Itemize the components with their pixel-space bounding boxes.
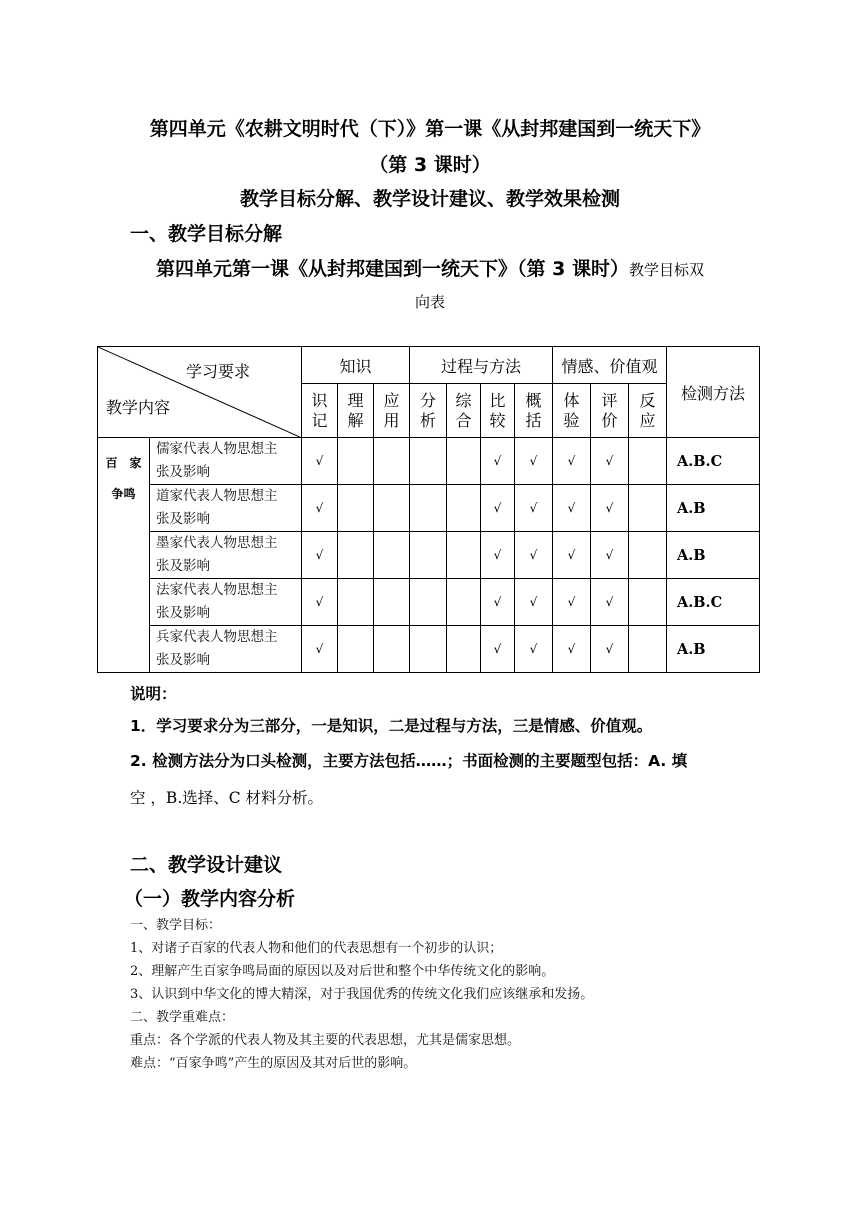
mark-cell: √ [591,626,629,673]
subheader-react: 反 应 [629,384,667,438]
objectives-table [97,346,760,673]
method-cell: A.B [667,626,760,673]
corner-label-requirements: 学习要求 [186,362,251,381]
mark-cell [410,438,447,485]
mark-cell: √ [515,438,553,485]
mark-cell [374,532,410,579]
mark-cell [629,626,667,673]
subheader-summarize: 概 括 [515,384,553,438]
mark-cell: √ [302,579,338,626]
note-item-2-cont: 空 ，B.选择、C 材料分析。 [130,789,324,807]
mark-cell: √ [302,626,338,673]
mark-cell [447,626,481,673]
method-cell: A.B.C [667,438,760,485]
method-cell: A.B [667,532,760,579]
method-cell: A.B [667,485,760,532]
group-header-process: 过程与方法 [410,347,553,384]
mark-cell: √ [515,626,553,673]
table-row [98,438,760,485]
body-line: 3、认识到中华文化的博大精深，对于我国优秀的传统文化我们应该继承和发扬。 [130,987,594,1002]
mark-cell: √ [553,438,591,485]
table-row [98,579,760,626]
body-line: 二、教学重难点： [130,1010,235,1025]
mark-cell: √ [515,579,553,626]
table-title [0,254,860,281]
subheader-compare: 比 较 [481,384,515,438]
mark-cell: √ [553,626,591,673]
mark-cell [374,485,410,532]
mark-cell [447,438,481,485]
header-row-top [98,347,760,384]
topic-cell: 儒家代表人物思想主 张及影响 [150,438,302,485]
mark-cell [374,438,410,485]
notes-label: 说明： [130,685,177,703]
subheader-synthesize: 综 合 [447,384,481,438]
mark-cell [447,532,481,579]
body-line: 重点：各个学派的代表人物及其主要的代表思想，尤其是儒家思想。 [130,1033,521,1048]
mark-cell: √ [481,532,515,579]
mark-cell: √ [553,579,591,626]
mark-cell: √ [515,485,553,532]
table-row [98,485,760,532]
table-title-tail: 教学目标双 [628,261,704,279]
topic-cell: 墨家代表人物思想主 张及影响 [150,532,302,579]
mark-cell [338,438,374,485]
mark-cell [338,626,374,673]
topic-cell: 法家代表人物思想主 张及影响 [150,579,302,626]
mark-cell [410,579,447,626]
mark-cell: √ [302,485,338,532]
body-line: 1、对诸子百家的代表人物和他们的代表思想有一个初步的认识； [130,941,503,956]
body-line: 一、教学目标： [130,918,222,933]
table-title-main: 第四单元第一课《从封邦建国到一统天下》（第 3 课时） [156,258,629,280]
method-cell: A.B.C [667,579,760,626]
mark-cell: √ [481,485,515,532]
mark-cell: √ [302,532,338,579]
table-title-line2: 向表 [414,293,445,311]
mark-cell [629,532,667,579]
mark-cell: √ [553,532,591,579]
corner-cell [98,347,302,438]
body-line: 难点：“百家争鸣”产生的原因及其对后世的影响。 [130,1056,417,1071]
mark-cell [629,438,667,485]
mark-cell: √ [515,532,553,579]
document-subtitle: 教学目标分解、教学设计建议、教学效果检测 [239,188,620,210]
subheader-understand: 理 解 [338,384,374,438]
mark-cell [374,579,410,626]
note-item-1: 1．学习要求分为三部分，一是知识，二是过程与方法，三是情感、价值观。 [130,717,653,735]
mark-cell: √ [591,485,629,532]
subheader-evaluate: 评 价 [591,384,629,438]
mark-cell [629,485,667,532]
subheader-apply: 应 用 [374,384,410,438]
mark-cell: √ [481,579,515,626]
mark-cell [410,485,447,532]
mark-cell: √ [481,438,515,485]
corner-label-content: 教学内容 [106,398,171,417]
mark-cell [338,579,374,626]
subheader-analyze: 分 析 [410,384,447,438]
section-heading-2: 二、教学设计建议 [130,854,283,876]
note-item-2: 2. 检测方法分为口头检测，主要方法包括……；书面检测的主要题型包括：A. 填 [130,752,688,770]
group-header-emotion: 情感、价值观 [553,347,667,384]
subheader-experience: 体 验 [553,384,591,438]
section-heading-1: 一、教学目标分解 [130,223,283,245]
subsection-heading: （一）教学内容分析 [124,888,296,910]
mark-cell: √ [591,532,629,579]
mark-cell [410,626,447,673]
mark-cell: √ [591,579,629,626]
topic-cell: 道家代表人物思想主 张及影响 [150,485,302,532]
mark-cell [447,485,481,532]
mark-cell [629,579,667,626]
mark-cell: √ [302,438,338,485]
mark-cell [410,532,447,579]
mark-cell: √ [591,438,629,485]
document-title-lesson: （第 3 课时） [369,154,491,176]
document-title: 第四单元《农耕文明时代（下）》第一课《从封邦建国到一统天下》 [149,118,711,140]
topic-cell: 兵家代表人物思想主 张及影响 [150,626,302,673]
mark-cell [338,532,374,579]
row-group-label: 百 家 争鸣 [98,438,150,673]
mark-cell [374,626,410,673]
method-header: 检测方法 [667,347,760,438]
group-header-knowledge: 知识 [302,347,410,384]
table-row [98,626,760,673]
mark-cell [338,485,374,532]
body-line: 2、理解产生百家争鸣局面的原因以及对后世和整个中华传统文化的影响。 [130,964,555,979]
mark-cell: √ [481,626,515,673]
mark-cell: √ [553,485,591,532]
mark-cell [447,579,481,626]
table-row [98,532,760,579]
subheader-memorize: 识 记 [302,384,338,438]
